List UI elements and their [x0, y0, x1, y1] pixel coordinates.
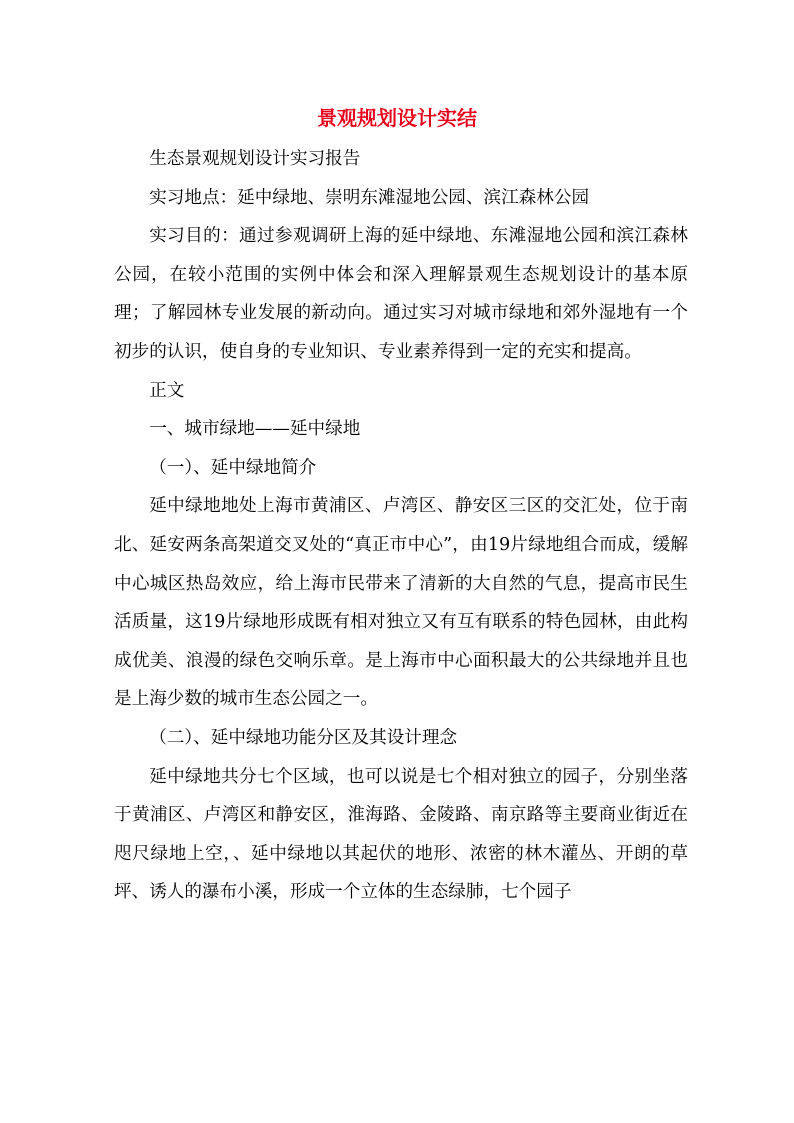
paragraph-internship-location: 实习地点：延中绿地、崇明东滩湿地公园、滨江森林公园 [149, 187, 590, 208]
paragraph-report-name: 生态景观规划设计实习报告 [149, 149, 361, 169]
document-title: 景观规划设计实结 [317, 106, 477, 130]
document-body [114, 140, 688, 912]
section-heading-urban-green: 一、城市绿地——延中绿地 [149, 419, 361, 440]
paragraph-yanzhong-zoning: 延中绿地共分七个区域，也可以说是七个相对独立的园子，分别坐落于黄浦区、卢湾区和静安区，淮海路、金陵路、南京路等主要商业街近在咫尺绿地上空，、延中绿地以其起伏的地形、浓密的林木灌丛、开朗的草坪、诱人的瀑布小溪，形成一个立体的生态绿肺，七个园子 [114, 766, 688, 903]
paragraph-main-text-heading: 正文 [149, 380, 185, 401]
subsection-heading-zoning: （二）、延中绿地功能分区及其设计理念 [149, 727, 458, 748]
paragraph-yanzhong-intro: 延中绿地地处上海市黄浦区、卢湾区、静安区三区的交汇处，位于南北、延安两条高架道交叉处的“真正市中心”，由19片绿地组合而成，缓解中心城区热岛效应，给上海市民带来了清新的大自然的气息，提高市民生活质量，这19片绿地形成既有相对独立又有互有联系的特色园林，由此构成优美、浪漫的绿色交响乐章。是上海市中心面积最大的公共绿地并且也是上海少数的城市生态公园之一。 [114, 496, 688, 710]
paragraph-internship-purpose: 实习目的：通过参观调研上海的延中绿地、东滩湿地公园和滨江森林公园，在较小范围的实例中体会和深入理解景观生态规划设计的基本原理；了解园林专业发展的新动向。通过实习对城市绿地和郊外湿地有一个初步的认识，使自身的专业知识、专业素养得到一定的充实和提高。 [114, 226, 688, 362]
subsection-heading-intro: （一）、延中绿地简介 [149, 457, 317, 478]
